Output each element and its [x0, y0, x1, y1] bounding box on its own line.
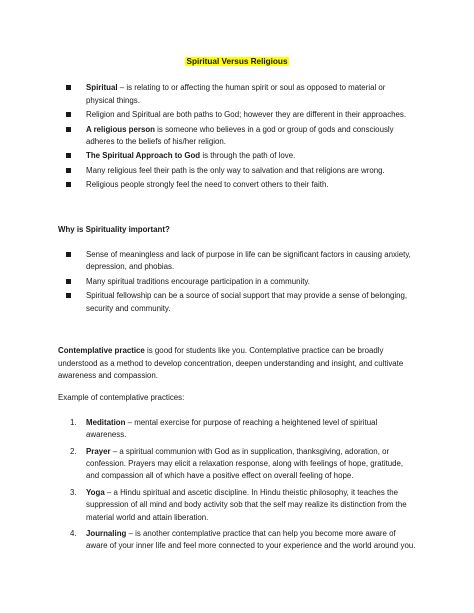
- term: Prayer: [86, 446, 111, 456]
- item-number: 3.: [70, 487, 77, 497]
- list-item-text: Sense of meaningless and lack of purpose in life can be significant factors in causing anxiety, depression, and phobias.: [86, 250, 411, 272]
- practices-list: [58, 417, 416, 553]
- term: Meditation: [86, 417, 126, 427]
- definition: – a Hindu spiritual and ascetic discipline. In Hindu theistic philosophy, it teaches the suppression of all mind and body activity sob that the self may realize its distinction from the material world and attain liberation.: [86, 487, 407, 522]
- list-item: [58, 276, 416, 288]
- item-number: 1.: [70, 417, 77, 427]
- definition: – is relating to or affecting the human spirit or soul as opposed to material or physical things.: [86, 83, 386, 105]
- list-item: [58, 109, 416, 121]
- examples-intro: Example of contemplative practices:: [58, 393, 185, 403]
- definitions-list: [58, 82, 416, 191]
- list-item-text: Many spiritual traditions encourage participation in a community.: [86, 276, 310, 286]
- list-item: [58, 528, 416, 553]
- definition: – is another contemplative practice that can help you become more aware of aware of your inner life and feel more connected to your experience and the world around you.: [86, 528, 416, 551]
- item-number: 2.: [70, 446, 77, 456]
- square-bullet-icon: [66, 279, 71, 284]
- square-bullet-icon: [66, 127, 71, 132]
- term: Spiritual: [86, 83, 118, 93]
- definition: – mental exercise for purpose of reaching a heightened level of spiritual awareness.: [86, 417, 378, 440]
- definition: Religion and Spiritual are both paths to God; however they are different in their approaches.: [86, 110, 407, 120]
- definition: is someone who believes in a god or group of gods and consciously adheres to the beliefs of his/her religion.: [86, 124, 394, 147]
- list-item: [58, 290, 416, 315]
- square-bullet-icon: [66, 293, 71, 298]
- definition: Many religious feel their path is the only way to salvation and that religions are wrong.: [86, 165, 385, 175]
- importance-list: [58, 249, 416, 315]
- list-item: [58, 82, 416, 107]
- list-item: [58, 124, 416, 149]
- list-item: [58, 165, 416, 177]
- square-bullet-icon: [66, 182, 71, 187]
- list-item: [58, 249, 416, 274]
- contemplative-paragraph: [58, 345, 416, 382]
- list-item-text: Spiritual fellowship can be a source of social support that may provide a sense of belonging, security and community.: [86, 291, 408, 313]
- term: Contemplative practice: [58, 346, 145, 356]
- list-item: [58, 179, 416, 191]
- list-item: [58, 446, 416, 483]
- document-title: [58, 56, 416, 68]
- section-heading: Why is Spirituality important?: [58, 224, 170, 234]
- item-number: 4.: [70, 528, 77, 538]
- definition: – a spiritual communion with God as in supplication, thanksgiving, adoration, or confession. Prayers may elicit a relaxation response, along with feelings of hope, gratitude, and compassion all of which have a positive effect on overall feeling of hope.: [86, 446, 404, 481]
- definition: Religious people strongly feel the need to convert others to their faith.: [86, 180, 329, 190]
- paragraph-text: is good for students like you. Contemplative practice can be broadly understood as a method to develop concentration, deepen understanding and insight, and cultivate awareness and compassion.: [58, 346, 404, 380]
- term: A religious person: [86, 124, 155, 134]
- square-bullet-icon: [66, 85, 71, 90]
- square-bullet-icon: [66, 153, 71, 158]
- list-item: [58, 150, 416, 162]
- definition: is through the path of love.: [200, 151, 296, 161]
- term: The Spiritual Approach to God: [86, 151, 201, 161]
- square-bullet-icon: [66, 252, 71, 257]
- list-item: [58, 417, 416, 442]
- square-bullet-icon: [66, 168, 71, 173]
- square-bullet-icon: [66, 112, 71, 117]
- term: Yoga: [86, 487, 105, 497]
- highlighted-title: Spiritual Versus Religious: [186, 57, 288, 66]
- term: Journaling: [86, 528, 127, 538]
- list-item: [58, 487, 416, 524]
